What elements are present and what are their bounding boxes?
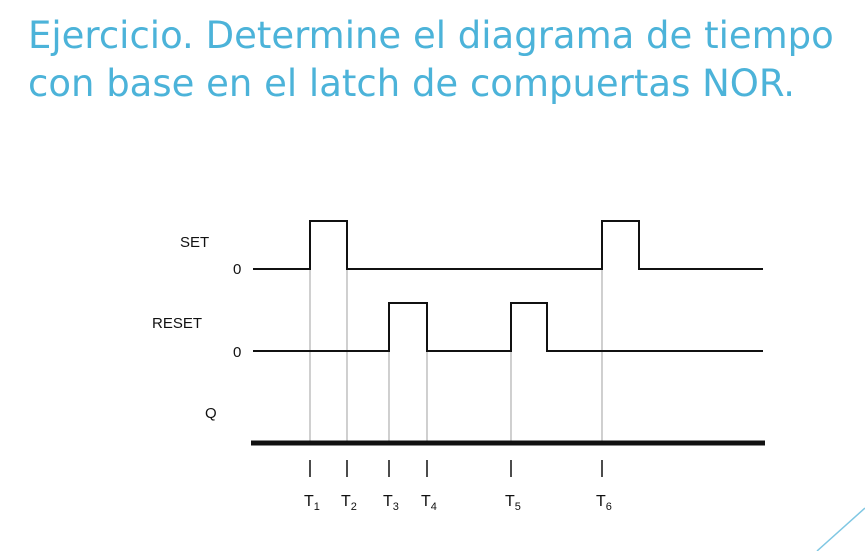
- time-label-t1: $T_1$: [304, 493, 320, 513]
- timing-diagram-svg: [125, 195, 795, 540]
- slide-title: [28, 12, 858, 108]
- time-labels: [304, 493, 612, 513]
- set-waveform: [253, 221, 763, 269]
- title-line-1: Ejercicio. Determine el diagrama de tiempo: [28, 14, 834, 57]
- q-label: Q: [205, 405, 217, 422]
- time-label-t2: $T_2$: [341, 493, 357, 513]
- time-guides: [310, 269, 602, 443]
- reset-waveform: [253, 303, 763, 351]
- time-label-t6: $T_6$: [596, 493, 612, 513]
- time-label-t4: $T_4$: [421, 493, 437, 513]
- decorative-corner-line: [795, 506, 865, 551]
- set-label: SET: [180, 234, 210, 251]
- reset-zero-label: 0: [233, 344, 242, 361]
- time-label-t3: $T_3$: [383, 493, 399, 513]
- time-ticks: [310, 460, 602, 477]
- set-zero-label: 0: [233, 261, 242, 278]
- reset-label: RESET: [152, 315, 203, 332]
- title-line-2: con base en el latch de compuertas NOR.: [28, 62, 796, 105]
- timing-diagram: [125, 195, 795, 551]
- time-label-t5: $T_5$: [505, 493, 521, 513]
